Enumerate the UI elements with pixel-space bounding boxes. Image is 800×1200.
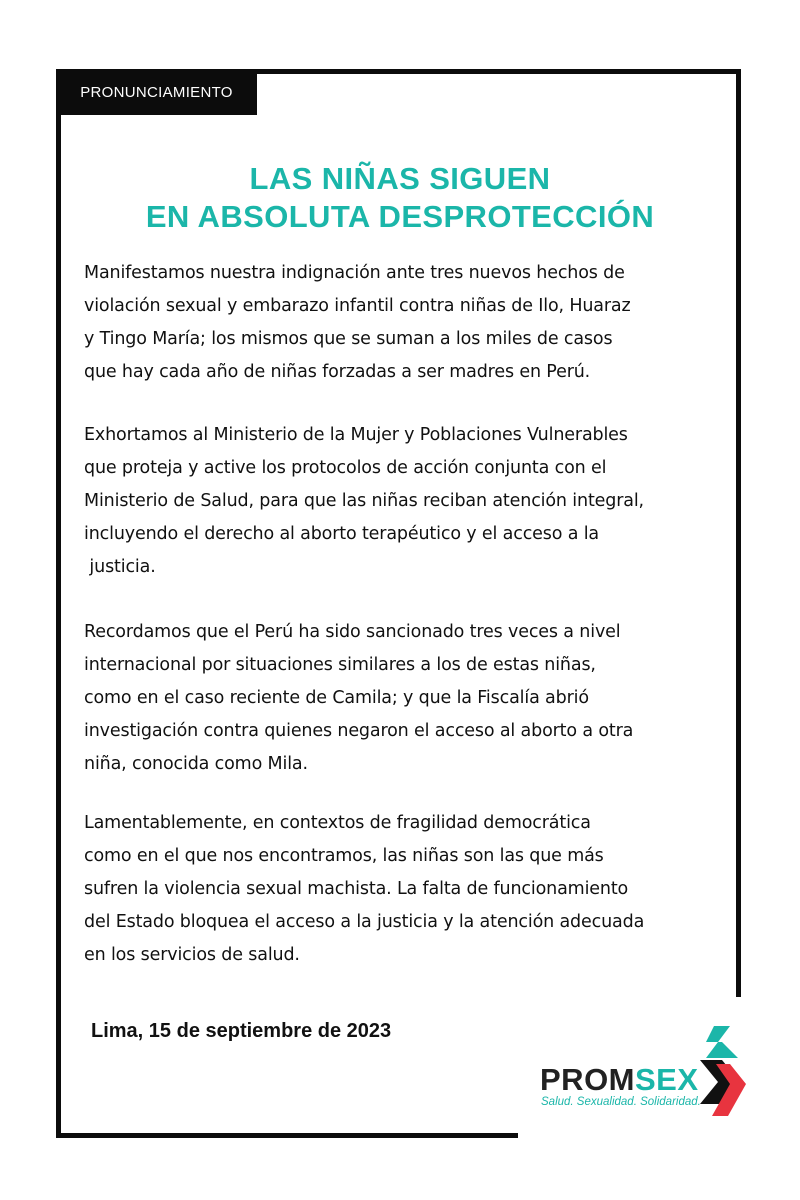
title-line-2: EN ABSOLUTA DESPROTECCIÓN — [145, 199, 655, 234]
frame-bottom-border — [56, 1133, 518, 1138]
paragraph-line: Recordamos que el Perú ha sido sancionado tres veces a nivel — [84, 622, 621, 642]
brand-tagline: Salud. Sexualidad. Solidaridad. — [541, 1096, 701, 1108]
paragraph-line: en los servicios de salud. — [84, 945, 300, 965]
paragraph-line: Lamentablemente, en contextos de fragilidad democrática — [84, 813, 591, 833]
paragraph-line: justicia. — [84, 557, 156, 577]
paragraph-line: que proteja y active los protocolos de acción conjunta con el — [84, 458, 607, 478]
paragraph-line: Manifestamos nuestra indignación ante tres nuevos hechos de — [84, 263, 625, 283]
paragraph-line: Ministerio de Salud, para que las niñas reciban atención integral, — [84, 491, 644, 511]
brand-name-part2: SEX — [635, 1062, 699, 1097]
paragraph-line: incluyendo el derecho al aborto terapéutico y el acceso a la — [84, 524, 599, 544]
paragraph-line: como en el que nos encontramos, las niñas son las que más — [84, 846, 604, 866]
paragraph-line: investigación contra quienes negaron el acceso al aborto a otra — [84, 721, 634, 741]
paragraph-1 — [84, 257, 734, 389]
title-line-1: LAS NIÑAS SIGUEN — [249, 161, 551, 196]
frame-left-border — [56, 69, 61, 1138]
paragraph-line: niña, conocida como Mila. — [84, 754, 308, 774]
paragraph-line: que hay cada año de niñas forzadas a ser madres en Perú. — [84, 362, 591, 382]
paragraph-3 — [84, 616, 734, 781]
statement-title — [80, 160, 720, 236]
paragraph-line: y Tingo María; los mismos que se suman a los miles de casos — [84, 329, 613, 349]
paragraph-2 — [84, 419, 734, 584]
paragraph-line: sufren la violencia sexual machista. La falta de funcionamiento — [84, 879, 629, 899]
paragraph-line: Exhortamos al Ministerio de la Mujer y Poblaciones Vulnerables — [84, 425, 628, 445]
brand-name-part1: PROM — [540, 1062, 635, 1097]
paragraph-line: del Estado bloquea el acceso a la justicia y la atención adecuada — [84, 912, 645, 932]
pronouncement-label: PRONUNCIAMIENTO — [56, 69, 257, 115]
promsex-wordmark — [540, 1063, 699, 1097]
logo-teal-chevron — [706, 1026, 738, 1058]
paragraph-line: internacional por situaciones similares a los de estas niñas, — [84, 655, 596, 675]
paragraph-4 — [84, 807, 734, 972]
paragraph-line: como en el caso reciente de Camila; y que la Fiscalía abrió — [84, 688, 589, 708]
frame-right-border — [736, 69, 741, 997]
statement-date: Lima, 15 de septiembre de 2023 — [91, 1020, 392, 1042]
paragraph-line: violación sexual y embarazo infantil contra niñas de Ilo, Huaraz — [84, 296, 631, 316]
